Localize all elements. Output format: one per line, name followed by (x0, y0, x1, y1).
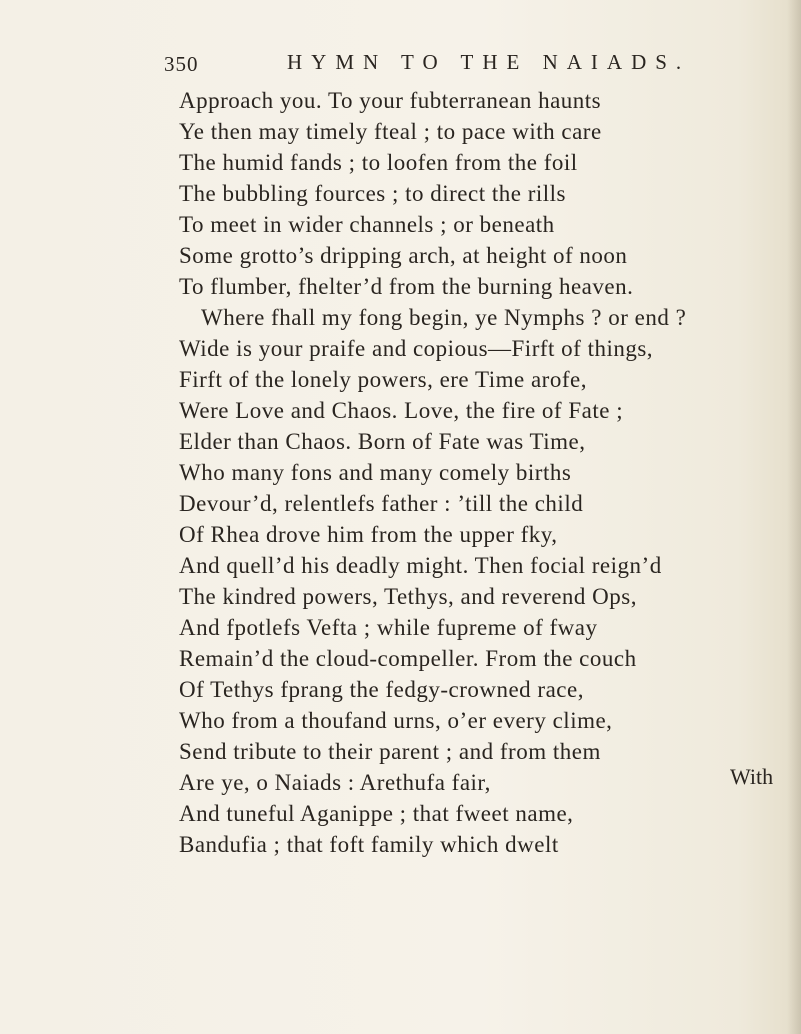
verse-line: Firft of the lonely powers, ere Time arofe, (179, 367, 587, 392)
verse-line: The kindred powers, Tethys, and reverend Ops, (179, 584, 637, 609)
verse-line: Send tribute to their parent ; and from them (179, 739, 601, 764)
verse-line: Some grotto’s dripping arch, at height of noon (179, 243, 628, 268)
verse-line: Bandufia ; that foft family which dwelt (179, 832, 559, 857)
verse-line: To flumber, fhelter’d from the burning heaven. (179, 274, 634, 299)
verse-line: And fpotlefs Vefta ; while fupreme of fway (179, 615, 598, 640)
verse-line: To meet in wider channels ; or beneath (179, 212, 555, 237)
verse-line: Elder than Chaos. Born of Fate was Time, (179, 429, 586, 454)
verse-line: The bubbling fources ; to direct the rills (179, 181, 566, 206)
verse-line: Approach you. To your fubterranean haunts (179, 88, 602, 113)
page-number: 350 (164, 52, 199, 76)
verse-line: Devour’d, relentlefs father : ’till the child (179, 491, 584, 516)
verse-line: And tuneful Aganippe ; that fweet name, (179, 801, 574, 826)
verse-line: Where fhall my fong begin, ye Nymphs ? or end ? (201, 305, 687, 330)
verse-line: The humid fands ; to loofen from the foil (179, 150, 578, 175)
running-title: HYMN TO THE NAIADS. (287, 50, 691, 74)
catchword: With (730, 764, 774, 789)
verse-line: And quell’d his deadly might. Then focial reign’d (179, 553, 662, 578)
verse-line: Remain’d the cloud-compeller. From the couch (179, 646, 637, 671)
verse-line: Were Love and Chaos. Love, the fire of Fate ; (179, 398, 624, 423)
verse-line: Wide is your praife and copious—Firft of things, (179, 336, 654, 361)
page-edge-shadow (787, 0, 801, 1034)
verse-line: Who from a thoufand urns, o’er every clime, (179, 708, 613, 733)
verse-line: Who many fons and many comely births (179, 460, 572, 485)
verse-line: Of Rhea drove him from the upper fky, (179, 522, 558, 547)
verse-line: Of Tethys fprang the fedgy-crowned race, (179, 677, 584, 702)
verse-line: Are ye, o Naiads : Arethufa fair, (179, 770, 491, 795)
verse-line: Ye then may timely fteal ; to pace with care (179, 119, 602, 144)
